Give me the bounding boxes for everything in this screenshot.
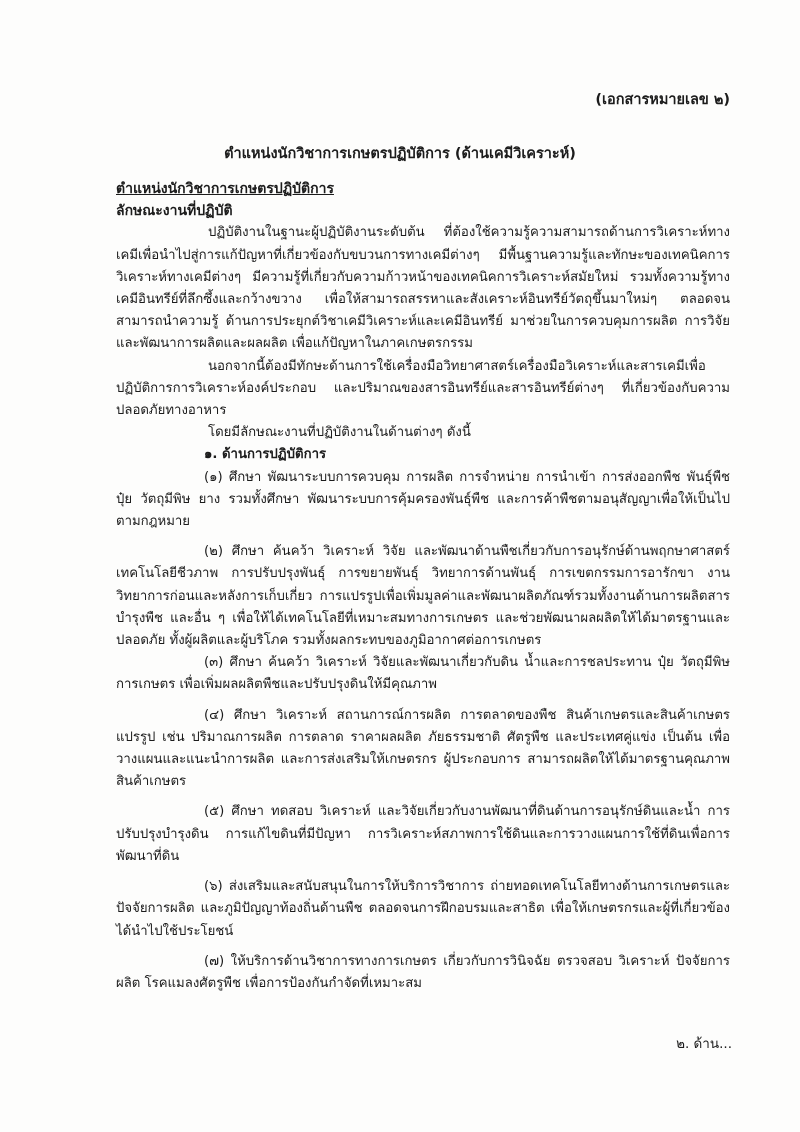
paragraph-1: ปฏิบัติงานในฐานะผู้ปฏิบัติงานระดับต้น ที่ต้องใช้ความรู้ความสามารถด้านการวิเคราะห์ทางเคมีเพื่อนำไปสู่การแก้ปัญหาที่เกี่ยวข้องกับขบวนการทางเคมีต่างๆ มีพื้นฐานความรู้และทักษะของเทคนิคการวิเคราะห์ทางเคมีต่างๆ มีความรู้ที่เกี่ยวกับความก้าวหน้าของเทคนิคการวิเคราะห์สมัยใหม่ รวมทั้งความรู้ทางเคมีอินทรีย์ที่ลึกซึ้งและกว้างขวาง เพื่อให้สามารถสรรหาและสังเคราะห์อินทรีย์วัตถุขึ้นมาใหม่ๆ ตลอดจนสามารถนำความรู้ ด้านการประยุกต์วิชาเคมีวิเคราะห์และเคมีอินทรีย์ มาช่วยในการควบคุมการผลิต การวิจัยและพัฒนาการผลิตและผลผลิต เพื่อแก้ปัญหาในภาคเกษตรกรรม [116, 225, 730, 352]
document-title: ตำแหน่งนักวิชาการเกษตรปฏิบัติการ (ด้านเคมีวิเคราะห์) [224, 146, 576, 162]
list-item-4: (๔) ศึกษา วิเคราะห์ สถานการณ์การผลิต การตลาดของพืช สินค้าเกษตรและสินค้าเกษตรแปรรูป เช่น ปริมาณการผลิต การตลาด ราคาผลผลิต ภัยธรรมชาติ ศัตรูพืช และประเทศคู่แข่ง เป็นต้น เพื่อวางแผนและแนะนำการผลิต และการส่งเสริมให้เกษตรกร ผู้ประกอบการ สามารถผลิตให้ได้มาตรฐานคุณภาพสินค้าเกษตร [116, 707, 730, 790]
list-item-5: (๕) ศึกษา ทดสอบ วิเคราะห์ และวิจัยเกี่ยวกับงานพัฒนาที่ดินด้านการอนุรักษ์ดินและน้ำ การปรับปรุงบำรุงดิน การแก้ไขดินที่มีปัญหา การวิเคราะห์สภาพการใช้ดินและการวางแผนการใช้ที่ดินเพื่อการพัฒนาที่ดิน [116, 804, 730, 864]
paragraph-2: นอกจากนี้ต้องมีทักษะด้านการใช้เครื่องมือวิทยาศาสตร์เครื่องมือวิเคราะห์และสารเคมีเพื่อปฏิบัติการการวิเคราะห์องค์ประกอบ และปริมาณของสารอินทรีย์และสารอินทรีย์ต่างๆ ที่เกี่ยวข้องกับความปลอดภัยทางอาหาร [116, 358, 730, 419]
sub-heading: ลักษณะงานที่ปฏิบัติ [116, 203, 233, 220]
list-item-6: (๖) ส่งเสริมและสนับสนุนในการให้บริการวิชาการ ถ่ายทอดเทคโนโลยีทางด้านการเกษตรและปัจจัยการผลิต และภูมิปัญญาท้องถิ่นด้านพืช ตลอดจนการฝึกอบรมและสาธิต เพื่อให้เกษตรกรและผู้ที่เกี่ยวข้องได้นำไปใช้ประโยชน์ [116, 879, 730, 939]
list-item-3: (๓) ศึกษา ค้นคว้า วิเคราะห์ วิจัยและพัฒนาเกี่ยวกับดิน น้ำและการชลประทาน ปุ๋ย วัตถุมีพิษการเกษตร เพื่อเพิ่มผลผลิตพืชและปรับปรุงดินให้มีคุณภาพ [116, 655, 730, 693]
document-number: (เอกสารหมายเลข ๒) [595, 92, 730, 108]
continuation-marker: ๒. ด้าน... [676, 1036, 732, 1052]
list-item-1: (๑) ศึกษา พัฒนาระบบการควบคุม การผลิต การจำหน่าย การนำเข้า การส่งออกพืช พันธุ์พืช ปุ๋ย วัตถุมีพิษ ยาง รวมทั้งศึกษา พัฒนาระบบการคุ้มครองพันธุ์พืช และการค้าพืชตามอนุสัญญาเพื่อให้เป็นไปตามกฎหมาย [116, 469, 730, 530]
list-item-7: (๗) ให้บริการด้านวิชาการทางการเกษตร เกี่ยวกับการวินิจฉัย ตรวจสอบ วิเคราะห์ ปัจจัยการผลิต โรคแมลงศัตรูพืช เพื่อการป้องกันกำจัดที่เหมาะสม [116, 953, 730, 991]
section-heading: ตำแหน่งนักวิชาการเกษตรปฏิบัติการ [116, 181, 334, 197]
paragraph-3: โดยมีลักษณะงานที่ปฏิบัติงานในด้านต่างๆ ดังนี้ [208, 425, 471, 441]
section-1-heading: ๑. ด้านการปฏิบัติการ [204, 447, 327, 463]
list-item-2: (๒) ศึกษา ค้นคว้า วิเคราะห์ วิจัย และพัฒนาด้านพืชเกี่ยวกับการอนุรักษ์ด้านพฤกษาศาสตร์ เทคโนโลยีชีวภาพ การปรับปรุงพันธุ์ การขยายพันธุ์ วิทยาการด้านพันธุ์ การเขตกรรมการอารักขา งานวิทยาการก่อนและหลังการเก็บเกี่ยว การแปรรูปเพื่อเพิ่มมูลค่าและพัฒนาผลิตภัณฑ์รวมทั้งงานด้านการผลิตสารบำรุงพืช และอื่น ๆ เพื่อให้ได้เทคโนโลยีที่เหมาะสมทางการเกษตร และช่วยพัฒนาผลผลิตให้ได้มาตรฐานและปลอดภัย ทั้งผู้ผลิตและผู้บริโภค รวมทั้งผลกระทบของภูมิอากาศต่อการเกษตร [116, 544, 730, 649]
document-body [116, 178, 730, 995]
